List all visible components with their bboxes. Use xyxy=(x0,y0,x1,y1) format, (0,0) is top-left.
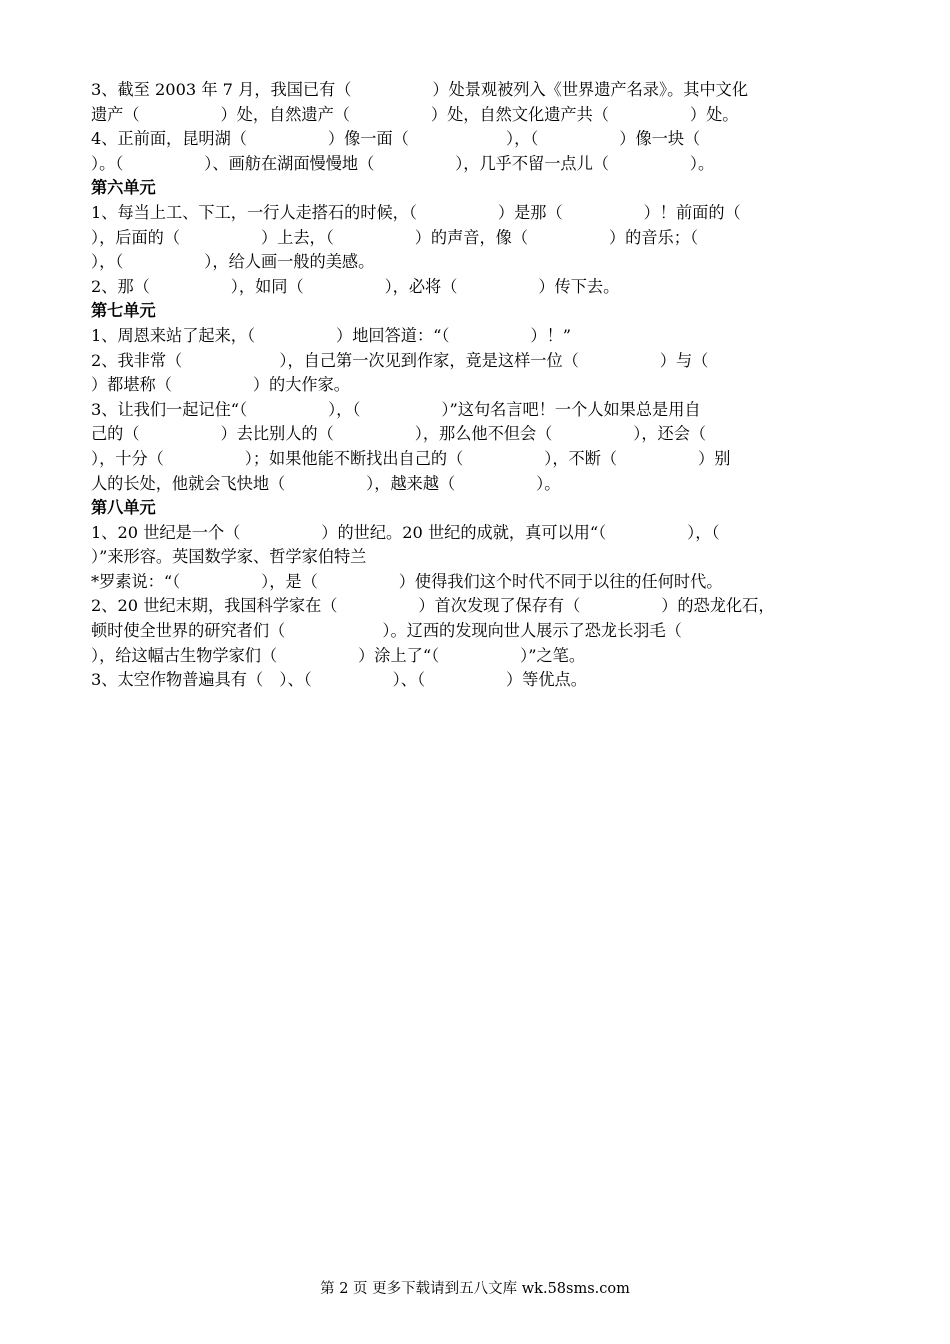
text-line: 4、正前面，昆明湖（ ）像一面（ ），（ ）像一块（ xyxy=(91,129,701,149)
text-line: 1、20 世纪是一个（ ）的世纪。20 世纪的成就，真可以用“（ ），（ xyxy=(91,522,720,542)
text-line: 3、太空作物普遍具有（ ）、（ ）、（ ）等优点。 xyxy=(91,670,587,690)
text-line: 2、我非常（ ），自己第一次见到作家，竟是这样一位（ ）与（ xyxy=(91,350,709,370)
text-line: 顿时使全世界的研究者们（ ）。辽西的发现向世人展示了恐龙长羽毛（ xyxy=(91,621,682,641)
text-line: 人的长处，他就会飞快地（ ），越来越（ ）。 xyxy=(91,473,561,493)
text-line: ），（ ），给人画一般的美感。 xyxy=(91,252,375,272)
text-line: 遗产（ ）处，自然遗产（ ）处，自然文化遗产共（ ）处。 xyxy=(91,104,739,124)
text-line: 2、20 世纪末期，我国科学家在（ ）首次发现了保存有（ ）的恐龙化石， xyxy=(91,596,775,616)
text-line: 1、周恩来站了起来，（ ）地回答道：“（ ）！” xyxy=(91,325,572,345)
text-line: 1、每当上工、下工，一行人走搭石的时候，（ ）是那（ ）！前面的（ xyxy=(91,202,741,222)
text-line: ）都堪称（ ）的大作家。 xyxy=(91,375,350,395)
text-line: 3、让我们一起记住“（ ），（ ）”这句名言吧！一个人如果总是用自 xyxy=(91,399,701,419)
text-line: *罗素说：“（ ），是（ ）使得我们这个时代不同于以往的任何时代。 xyxy=(91,571,723,591)
section-heading-unit-8: 第八单元 xyxy=(91,498,156,518)
document-body xyxy=(91,78,861,693)
text-line: ），后面的（ ）上去，（ ）的声音，像（ ）的音乐；（ xyxy=(91,227,699,247)
text-line: ）”来形容。英国数学家、哲学家伯特兰 xyxy=(91,547,367,567)
text-line: 3、截至 2003 年 7 月，我国已有（ ）处景观被列入《世界遗产名录》。其中文化 xyxy=(91,80,749,99)
page-footer: 第 2 页 更多下载请到五八文库 wk.58sms.com xyxy=(320,1281,630,1297)
text-line: ），给这幅古生物学家们（ ）涂上了“（ ）”之笔。 xyxy=(91,645,586,665)
text-line: 2、那（ ），如同（ ），必将（ ）传下去。 xyxy=(91,276,620,296)
section-heading-unit-6: 第六单元 xyxy=(91,178,156,198)
text-line: ）。（ ）、画舫在湖面慢慢地（ ），几乎不留一点儿（ ）。 xyxy=(91,153,715,173)
section-heading-unit-7: 第七单元 xyxy=(91,301,156,321)
text-line: ），十分（ ）；如果他能不断找出自己的（ ），不断（ ）别 xyxy=(91,448,731,468)
text-line: 己的（ ）去比别人的（ ），那么他不但会（ ），还会（ xyxy=(91,424,707,444)
